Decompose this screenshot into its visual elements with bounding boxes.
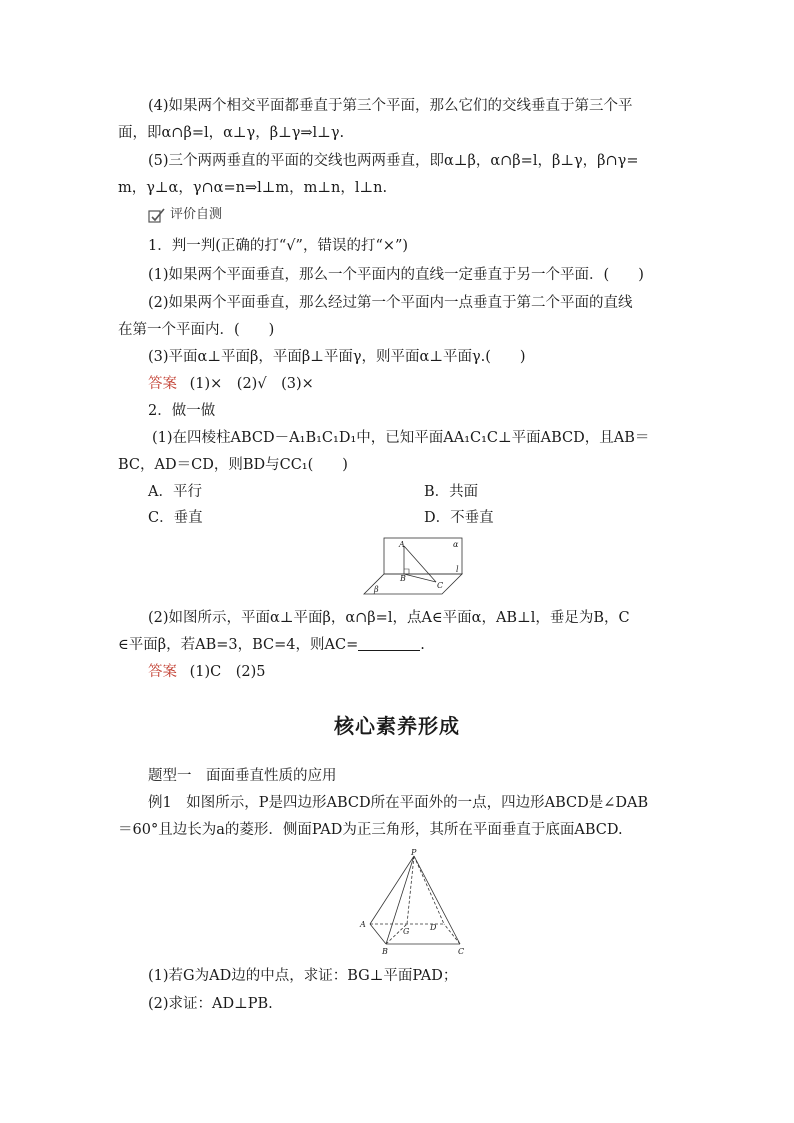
type-1-heading: 题型一 面面垂直性质的应用 [148, 768, 337, 784]
label-alpha: α [453, 540, 459, 549]
option-c: C．垂直 [148, 510, 203, 526]
q2-answer [148, 662, 266, 682]
label-l: l [456, 565, 459, 574]
answer-text: (1)× (2)√ (3)× [189, 376, 314, 392]
q2-item-1-line-1: (1)在四棱柱ABCD－A₁B₁C₁D₁中，已知平面AA₁C₁C⊥平面ABCD，且AB＝ [152, 430, 650, 446]
option-b: B．共面 [424, 484, 479, 500]
label-a: A [399, 540, 405, 549]
theorem-5-line-1: (5)三个两两垂直的平面的交线也两两垂直，即α⊥β，α∩β=l，β⊥γ，β∩γ= [148, 153, 639, 169]
q1-item-3: (3)平面α⊥平面β，平面β⊥平面γ，则平面α⊥平面γ.( ) [148, 349, 526, 365]
q2-item-2-line-2: ∈平面β，若AB=3，BC=4，则AC= . [118, 637, 425, 653]
label-d: D [430, 923, 437, 932]
example-1-line-2: ＝60°且边长为a的菱形．侧面PAD为正三角形，其所在平面垂直于底面ABCD. [118, 822, 623, 838]
label-a: A [360, 920, 366, 929]
answer-blank [358, 636, 420, 651]
label-g: G [403, 927, 410, 936]
q1-heading: 1．判一判(正确的打“√”，错误的打“×”) [148, 238, 409, 254]
q1-answer [148, 374, 314, 394]
option-a: A．平行 [148, 484, 202, 500]
label-c: C [458, 947, 465, 956]
answer-text: (1)C (2)5 [189, 664, 266, 680]
theorem-5-line-2: m，γ⊥α，γ∩α=n⇒l⊥m，m⊥n，l⊥n. [118, 180, 388, 196]
q2-item-1-line-2: BC，AD＝CD，则BD与CC₁( ) [118, 457, 348, 473]
q1-item-2-line-1: (2)如果两个平面垂直，那么经过第一个平面内一点垂直于第二个平面的直线 [148, 295, 633, 311]
section-title: 核心素养形成 [334, 714, 460, 738]
label-c: C [437, 581, 444, 590]
theorem-4-line-1: (4)如果两个相交平面都垂直于第三个平面，那么它们的交线垂直于第三个平 [148, 98, 633, 114]
part-1: (1)若G为AD边的中点，求证：BG⊥平面PAD； [148, 968, 458, 984]
label-p: P [411, 848, 417, 857]
planes-figure [360, 536, 470, 602]
part-2: (2)求证：AD⊥PB. [148, 996, 273, 1012]
label-b: B [400, 574, 406, 583]
q1-item-1: (1)如果两个平面垂直，那么一个平面内的直线一定垂直于另一个平面．( ) [148, 267, 644, 283]
label-b: B [382, 947, 388, 956]
q1-item-2-line-2: 在第一个平面内．( ) [118, 322, 275, 338]
q2-item-2-line-1: (2)如图所示，平面α⊥平面β，α∩β=l，点A∈平面α，AB⊥l，垂足为B，C [148, 610, 630, 626]
q2-heading: 2．做一做 [148, 403, 216, 419]
answer-label: 答案 [148, 664, 177, 680]
label-beta: β [374, 585, 379, 594]
pencil-check-icon [148, 208, 166, 228]
answer-label: 答案 [148, 376, 177, 392]
self-check-heading: 评价自测 [170, 207, 223, 222]
option-d: D．不垂直 [424, 510, 494, 526]
theorem-4-line-2: 面，即α∩β=l，α⊥γ，β⊥γ⇒l⊥γ. [118, 125, 345, 141]
pyramid-figure [356, 848, 470, 960]
example-1-line-1: 例1 如图所示，P是四边形ABCD所在平面外的一点，四边形ABCD是∠DAB [148, 795, 649, 811]
